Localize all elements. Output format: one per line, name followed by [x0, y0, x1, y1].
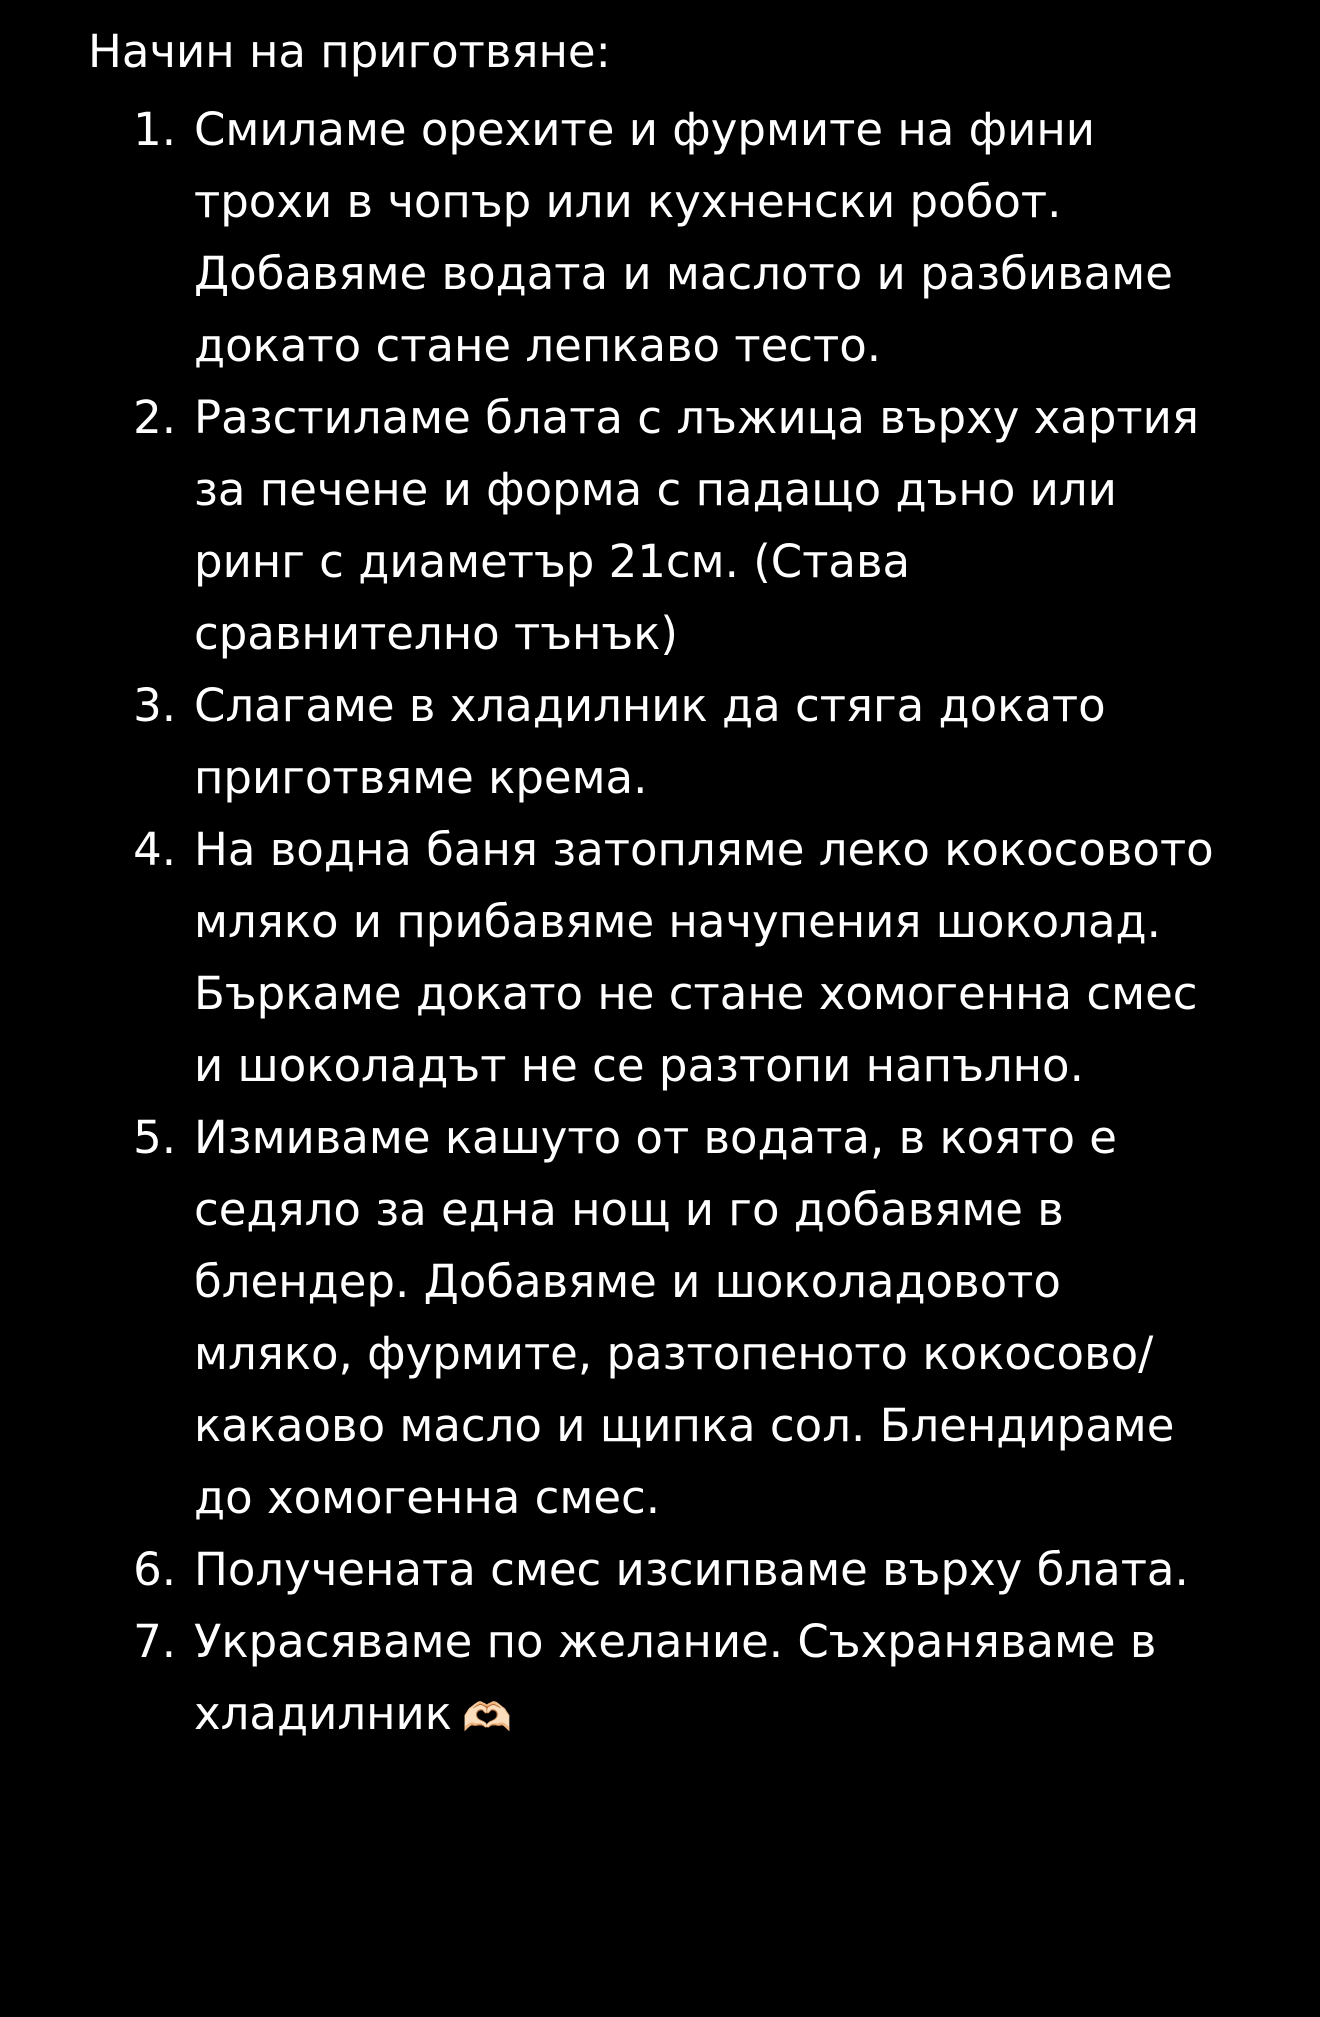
- step-text: Слагаме в хладилник да стяга докато приготвяме крема.: [194, 679, 1106, 804]
- method-heading: Начин на приготвяне:: [88, 25, 611, 78]
- step-number: 7.: [133, 1615, 176, 1668]
- step-text: На водна баня затопляме леко кокосовото мляко и прибавяме начупения шоколад. Бъркаме докато не стане хомогенна смес и шоколадът не се разтопи напълно.: [194, 823, 1214, 1092]
- step-text: Разстиламе блата с лъжица върху хартия за печене и форма с падащо дъно или ринг с диаметър 21см. (Става сравнително тънък): [194, 391, 1199, 660]
- step-number: 4.: [133, 823, 176, 876]
- step-number: 3.: [133, 679, 176, 732]
- step-number: 6.: [133, 1543, 176, 1596]
- list-item: [88, 1102, 1230, 1534]
- step-number: 5.: [133, 1111, 176, 1164]
- list-item: [88, 382, 1230, 670]
- step-text: Измиваме кашуто от водата, в която е седяло за една нощ и го добавяме в блендер. Добавяме и шоколадовото мляко, фурмите, разтопеното кокосово/какаово масло и щипка сол. Блендираме до хомогенна смес.: [194, 1111, 1175, 1524]
- heart-hands-icon: 🫶🏻: [461, 1695, 512, 1741]
- list-item: [88, 670, 1230, 814]
- list-item: [88, 814, 1230, 1102]
- step-number: 2.: [133, 391, 176, 444]
- list-item: [88, 1534, 1230, 1606]
- step-number: 1.: [133, 103, 176, 156]
- step-text-wrapper: [194, 1606, 1224, 1754]
- step-text: Украсяваме по желание. Съхраняваме в хладилник: [194, 1615, 1157, 1740]
- list-item: [88, 94, 1230, 382]
- step-text: Получената смес изсипваме върху блата.: [194, 1543, 1189, 1596]
- step-text: Смиламе орехите и фурмите на фини трохи в чопър или кухненски робот. Добавяме водата и маслото и разбиваме докато стане лепкаво тесто.: [194, 103, 1173, 372]
- list-item: [88, 1606, 1230, 1754]
- steps-list: [88, 94, 1230, 1754]
